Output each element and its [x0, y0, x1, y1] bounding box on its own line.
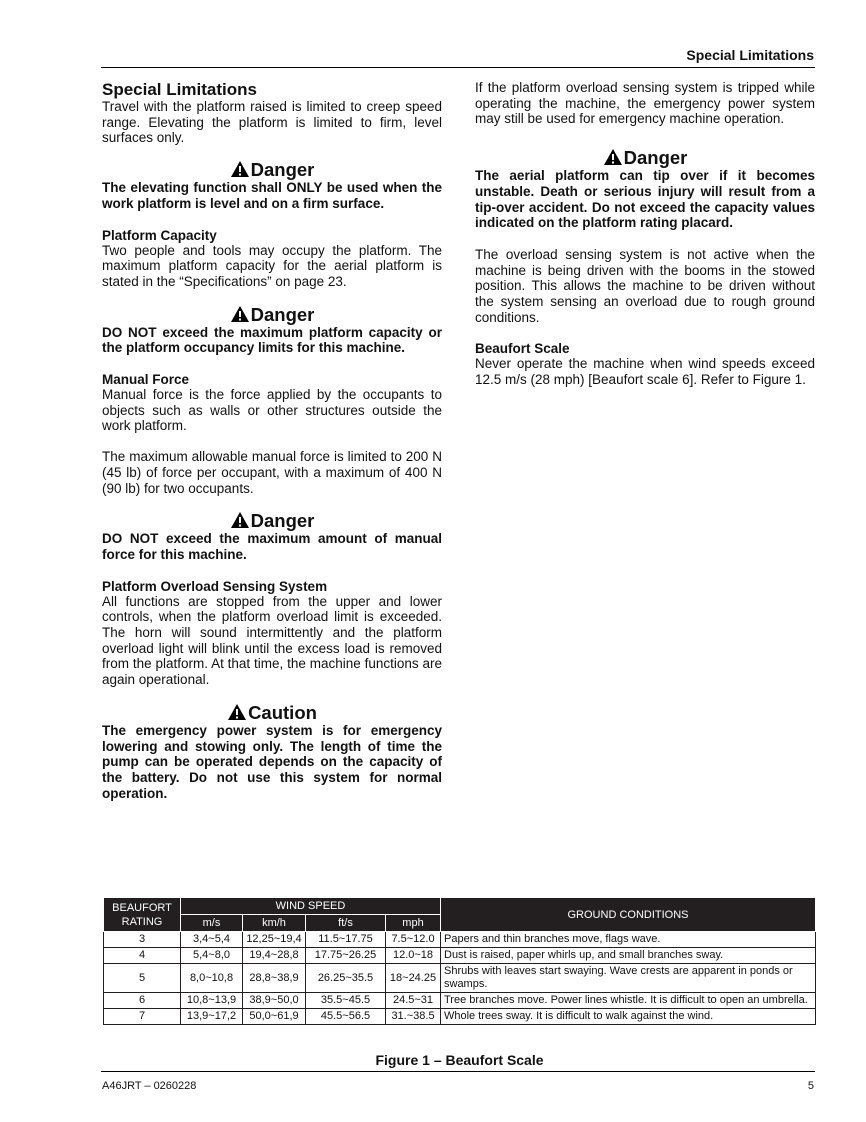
cell-kmh: 38,9~50,0: [243, 993, 306, 1009]
cell-rating: 6: [104, 993, 181, 1009]
danger-heading-3: Danger: [102, 511, 442, 531]
header-fts: ft/s: [306, 915, 386, 932]
overload-inactive-text: The overload sensing system is not active when the machine is being driven with the booms in the stowed position. This allows the machine to be driven without the system sensing an overload due to rough ground conditions.: [475, 246, 815, 325]
cell-ms: 10,8~13,9: [181, 993, 243, 1009]
cell-mph: 31.~38.5: [386, 1009, 441, 1025]
platform-capacity-heading: Platform Capacity: [102, 227, 217, 243]
beaufort-table-wrap: [103, 897, 816, 1025]
cell-ground: Dust is raised, paper whirls up, and small branches sway.: [441, 948, 816, 964]
cell-mph: 7.5~12.0: [386, 932, 441, 948]
cell-rating: 5: [104, 964, 181, 993]
section-title: Special Limitations: [102, 80, 257, 99]
cell-fts: 11.5~17.75: [306, 932, 386, 948]
cell-fts: 45.5~56.5: [306, 1009, 386, 1025]
cell-fts: 35.5~45.5: [306, 993, 386, 1009]
beaufort-text: Never operate the machine when wind speeds exceed 12.5 m/s (28 mph) [Beaufort scale 6]. Refer to Figure 1.: [475, 356, 815, 388]
cell-ground: Papers and thin branches move, flags wave.: [441, 932, 816, 948]
warning-icon: [603, 148, 623, 166]
platform-capacity-text: Two people and tools may occupy the platform. The maximum platform capacity for the aerial platform is stated in the “Specifications” on page 23.: [102, 242, 442, 289]
left-column: [102, 80, 442, 801]
table-row: [104, 1009, 816, 1025]
header-kmh: km/h: [243, 915, 306, 932]
header-wind-speed: WIND SPEED: [181, 898, 441, 915]
footer-doc-id: A46JRT – 0260228: [102, 1080, 197, 1092]
cell-ground: Whole trees sway. It is difficult to walk against the wind.: [441, 1009, 816, 1025]
caution-text: The emergency power system is for emergency lowering and stowing only. The length of time the pump can be operated depends on the capacity of the battery. Do not use this system for normal operation.: [102, 722, 442, 801]
manual-force-text-1: Manual force is the force applied by the occupants to objects such as walls or other structures outside the work platform.: [102, 387, 442, 434]
cell-ms: 8,0~10,8: [181, 964, 243, 993]
cell-ms: 3,4~5,4: [181, 932, 243, 948]
caution-heading: Caution: [102, 703, 442, 723]
header-rule: [101, 67, 815, 68]
figure-caption: Figure 1 – Beaufort Scale: [375, 1052, 544, 1068]
warning-icon: [230, 160, 250, 178]
cell-rating: 7: [104, 1009, 181, 1025]
cell-ground: Tree branches move. Power lines whistle. It is difficult to open an umbrella.: [441, 993, 816, 1009]
danger-heading-1: Danger: [102, 160, 442, 180]
intro-paragraph: Travel with the platform raised is limited to creep speed range. Elevating the platform is limited to firm, level surfaces only.: [102, 99, 442, 146]
danger-text-3: DO NOT exceed the maximum amount of manual force for this machine.: [102, 531, 442, 562]
cell-kmh: 50,0~61,9: [243, 1009, 306, 1025]
header-ms: m/s: [181, 915, 243, 932]
header-rating: BEAUFORT RATING: [104, 898, 181, 932]
overload-heading: Platform Overload Sensing System: [102, 578, 328, 594]
danger-heading-4: Danger: [475, 148, 815, 168]
beaufort-table: [103, 897, 816, 1025]
cell-kmh: 19,4~28,8: [243, 948, 306, 964]
cell-ground: Shrubs with leaves start swaying. Wave crests are apparent in ponds or swamps.: [441, 964, 816, 993]
table-row: [104, 964, 816, 993]
right-column: [475, 80, 815, 388]
cell-ms: 5,4~8,0: [181, 948, 243, 964]
cell-rating: 4: [104, 948, 181, 964]
beaufort-heading: Beaufort Scale: [475, 341, 570, 357]
cell-kmh: 28,8~38,9: [243, 964, 306, 993]
table-row: [104, 948, 816, 964]
cell-kmh: 12,25~19,4: [243, 932, 306, 948]
danger-text-1: The elevating function shall ONLY be used when the work platform is level and on a firm surface.: [102, 180, 442, 211]
overload-text: All functions are stopped from the upper and lower controls, when the platform overload limit is exceeded. The horn will sound intermittently and the platform overload light will blink until the excess load is removed from the platform. At that time, the machine functions are again operational.: [102, 593, 442, 688]
table-row: [104, 932, 816, 948]
page-header-title: Special Limitations: [686, 47, 814, 63]
danger-text-4: The aerial platform can tip over if it becomes unstable. Death or serious injury will result from a tip-over accident. Do not exceed the capacity values indicated on the platform rating placard.: [475, 168, 815, 231]
cell-mph: 12.0~18: [386, 948, 441, 964]
cell-mph: 24.5~31: [386, 993, 441, 1009]
manual-force-text-2: The maximum allowable manual force is limited to 200 N (45 lb) of force per occupant, with a maximum of 400 N (90 lb) for two occupants.: [102, 449, 442, 496]
cell-fts: 26.25~35.5: [306, 964, 386, 993]
cell-fts: 17.75~26.25: [306, 948, 386, 964]
header-mph: mph: [386, 915, 441, 932]
warning-icon: [230, 305, 250, 323]
danger-heading-2: Danger: [102, 305, 442, 325]
footer-rule: [101, 1071, 815, 1072]
header-ground-conditions: GROUND CONDITIONS: [441, 898, 816, 932]
cell-ms: 13,9~17,2: [181, 1009, 243, 1025]
warning-icon: [227, 703, 247, 721]
danger-text-2: DO NOT exceed the maximum platform capacity or the platform occupancy limits for this machine.: [102, 324, 442, 356]
cell-rating: 3: [104, 932, 181, 948]
overload-emergency-text: If the platform overload sensing system is tripped while operating the machine, the emergency power system may still be used for emergency machine operation.: [475, 80, 815, 127]
manual-force-heading: Manual Force: [102, 372, 190, 388]
cell-mph: 18~24.25: [386, 964, 441, 993]
warning-icon: [230, 511, 250, 529]
page-number: 5: [807, 1080, 814, 1092]
table-row: [104, 993, 816, 1009]
